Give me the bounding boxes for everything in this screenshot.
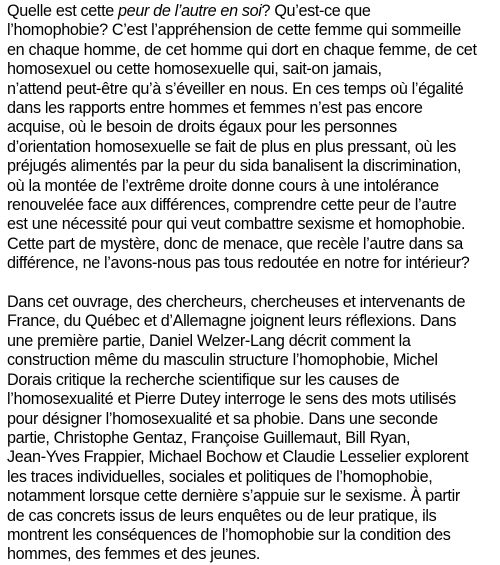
text-line: notamment lorsque cette dernière s’appuie sur le sexisme. À partir	[7, 487, 460, 506]
text-line: l’homophobie? C’est l’appréhension de cette femme qui sommeille	[7, 21, 461, 40]
text-run: ? Qu’est-ce que	[261, 2, 371, 20]
text-line: une première partie, Daniel Welzer-Lang décrit comment la	[7, 331, 411, 350]
book-description-page	[7, 2, 497, 565]
text-line: partie, Christophe Gentaz, Françoise Guillemaut, Bill Ryan,	[7, 428, 411, 447]
contents-paragraph	[7, 293, 497, 565]
text-line: Dans cet ouvrage, des chercheurs, chercheuses et intervenants de	[7, 293, 466, 312]
text-line: de cas concrets issus de leurs enquêtes ou de leur pratique, ils	[7, 506, 437, 525]
intro-paragraph	[7, 2, 497, 274]
text-line: pour désigner l’homosexualité et sa phobie. Dans une seconde	[7, 409, 438, 428]
text-line	[7, 2, 497, 21]
text-line: les traces individuelles, sociales et politiques de l’homophobie,	[7, 467, 433, 486]
text-line: d’orientation homosexuelle se fait de plus en plus pressant, où les	[7, 137, 456, 156]
text-line: en chaque homme, de cet homme qui dort en chaque femme, de cet	[7, 40, 477, 59]
text-line: montrent les conséquences de l’homophobie sur la condition des	[7, 525, 451, 544]
text-line: Dorais critique la recherche scientifique sur les causes de	[7, 370, 400, 389]
text-line: France, du Québec et d’Allemagne joignent leurs réflexions. Dans	[7, 312, 457, 331]
text-line: hommes, des femmes et des jeunes.	[7, 545, 260, 564]
text-line: renouvelée face aux différences, comprendre cette peur de l’autre	[7, 196, 457, 215]
text-line: différence, ne l’avons-nous pas tous redoutée en notre for intérieur?	[7, 254, 470, 273]
text-line: acquise, où le besoin de droits égaux pour les personnes	[7, 118, 397, 137]
text-line: l’homosexualité et Pierre Dutey interroge le sens des mots utilisés	[7, 390, 456, 409]
text-line: est une nécessité pour qui veut combattre sexisme et homophobie.	[7, 215, 466, 234]
text-line: Cette part de mystère, donc de menace, que recèle l’autre dans sa	[7, 234, 463, 253]
text-line: construction même du masculin structure l’homophobie, Michel	[7, 351, 438, 370]
emphasized-phrase: peur de l’autre en soi	[118, 2, 262, 20]
text-line: n’attend peut-être qu’à s’éveiller en nous. En ces temps où l’égalité	[7, 79, 464, 98]
text-line: homosexuel ou cette homosexuelle qui, sait-on jamais,	[7, 60, 382, 79]
text-run: Quelle est cette	[7, 2, 119, 20]
text-line: où la montée de l’extrême droite donne cours à une intolérance	[7, 176, 439, 195]
text-line: dans les rapports entre hommes et femmes n’est pas encore	[7, 99, 423, 118]
text-line: préjugés alimentés par la peur du sida banalisent la discrimination,	[7, 157, 462, 176]
text-line: Jean-Yves Frappier, Michael Bochow et Claudie Lesselier explorent	[7, 448, 469, 467]
